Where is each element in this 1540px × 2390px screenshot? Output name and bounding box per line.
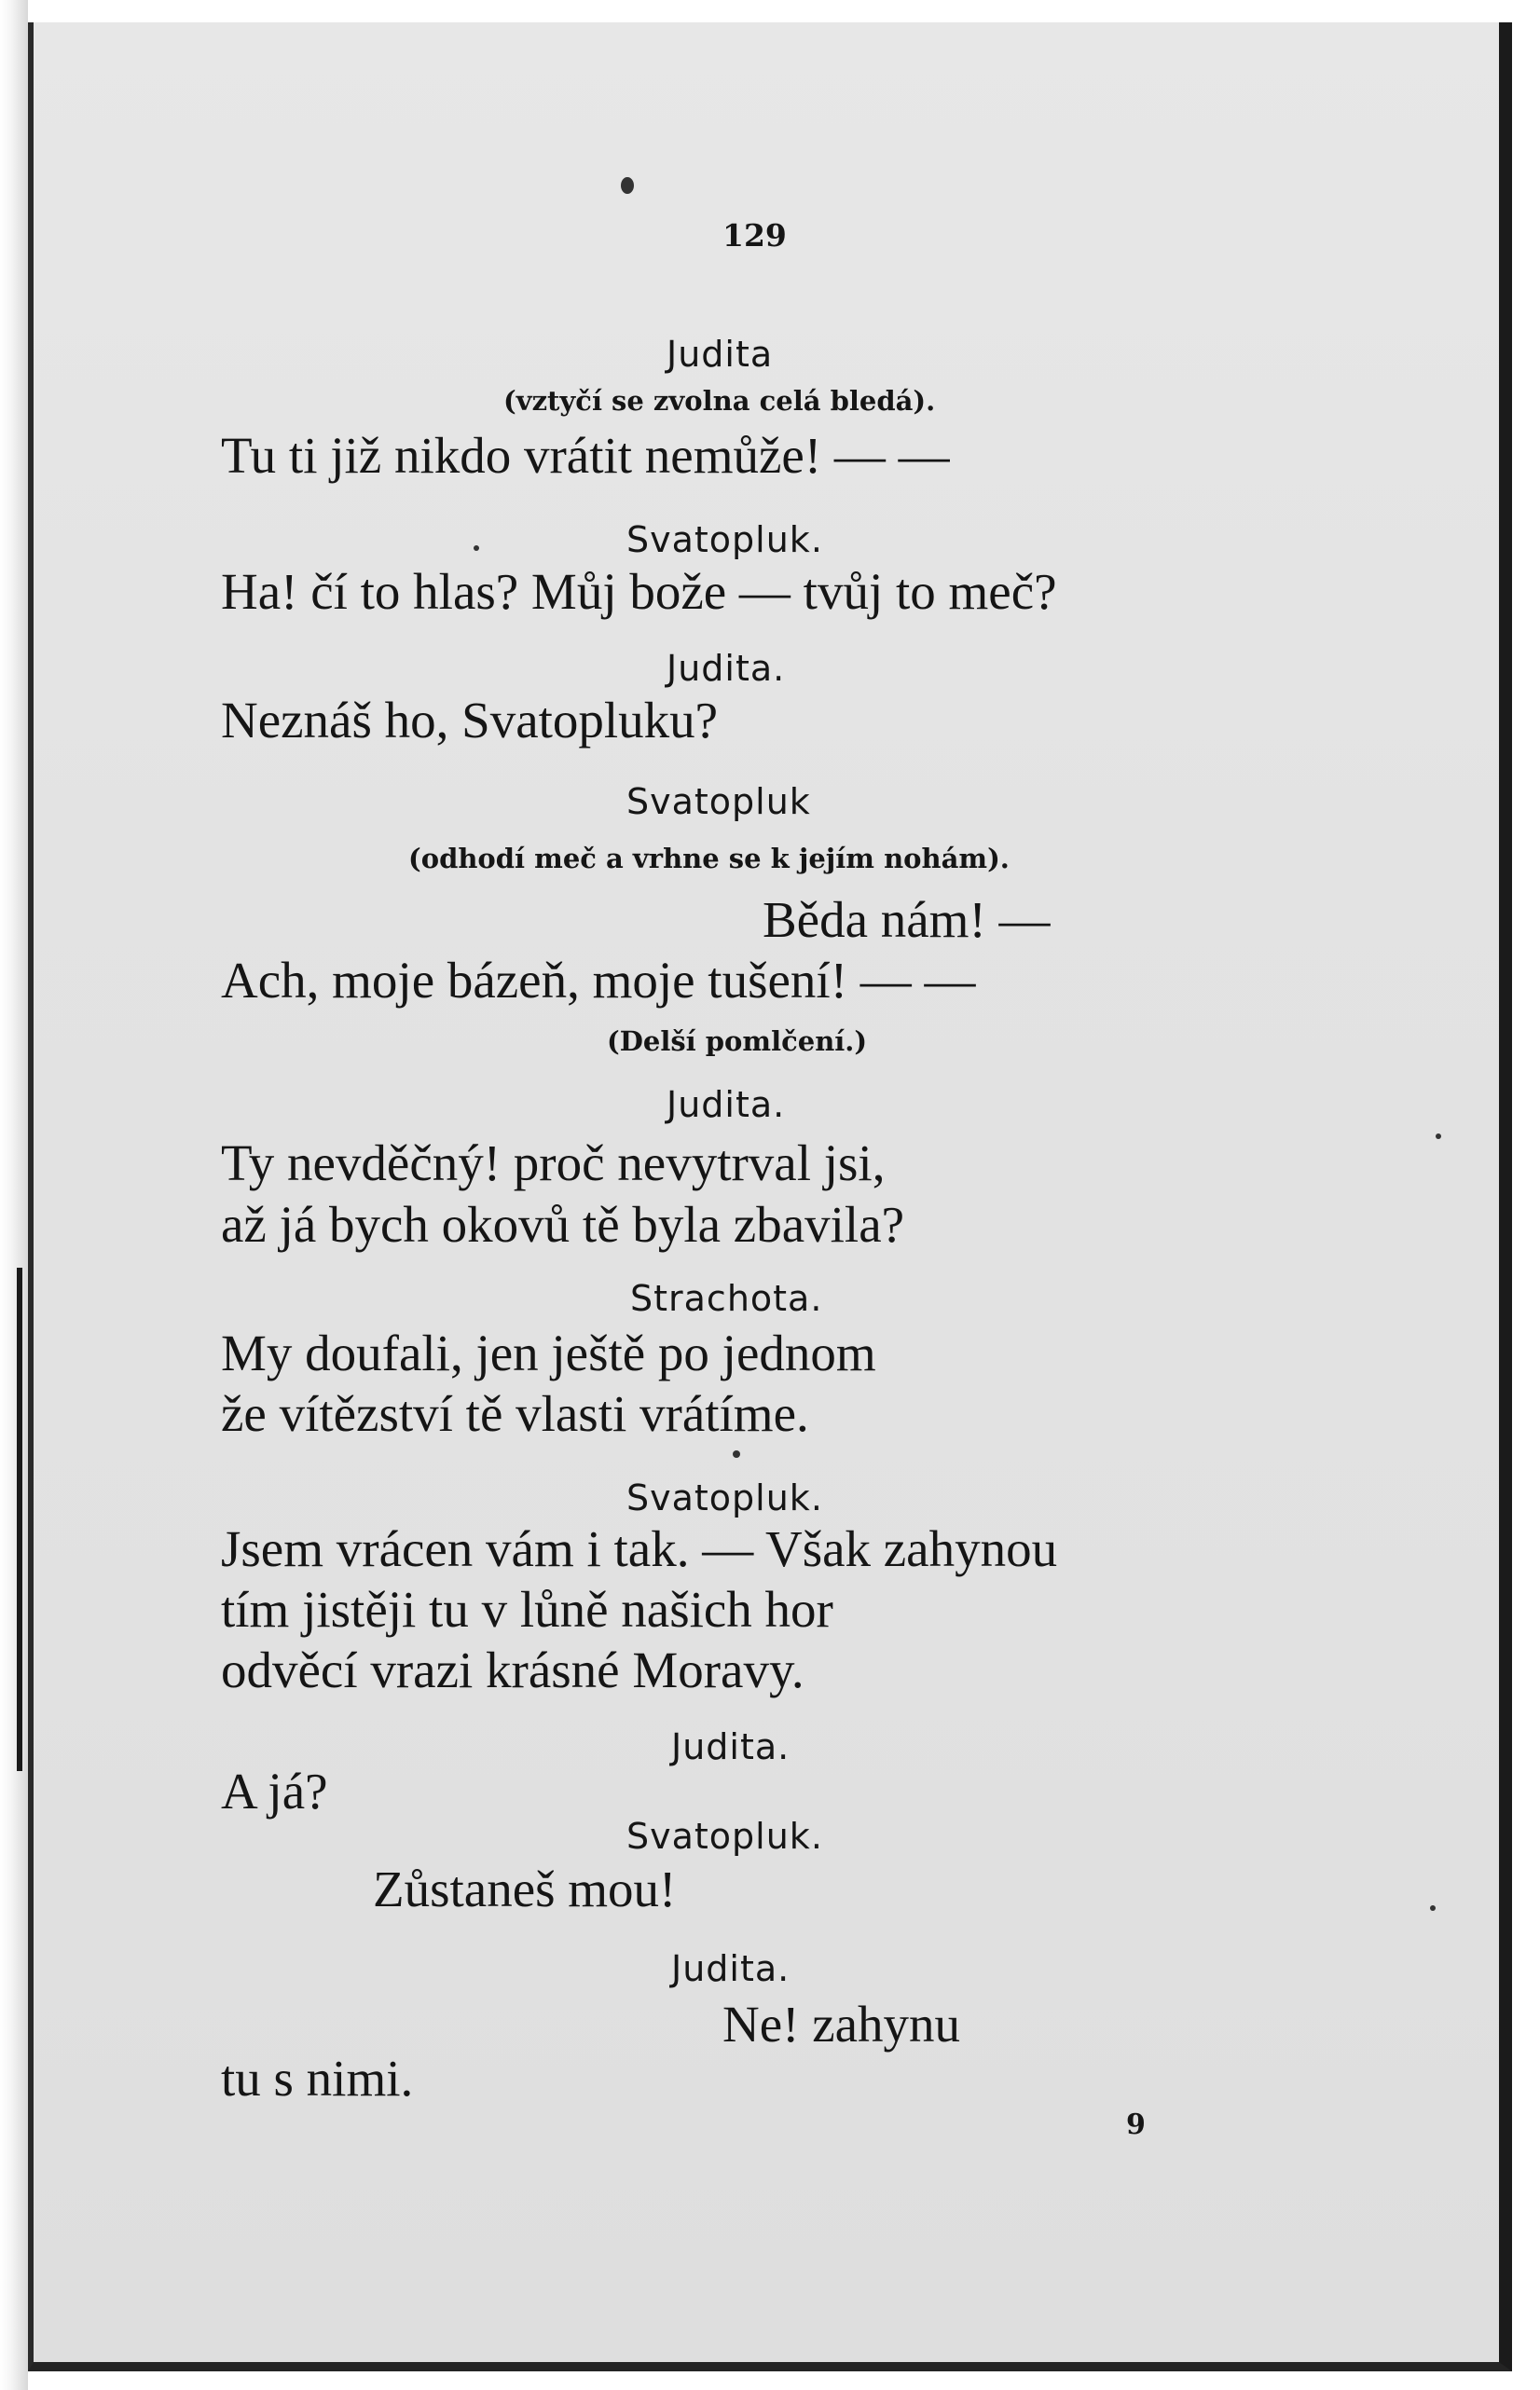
verse-line: Běda nám! — bbox=[763, 891, 1051, 948]
verse-line: Ha! čí to hlas? Můj bože — tvůj to meč? bbox=[221, 563, 1057, 620]
verse-line: Ne! zahynu bbox=[722, 1996, 961, 2053]
binding-shadow bbox=[17, 1268, 22, 1771]
ink-speck bbox=[621, 177, 634, 194]
stage-direction: (odhodí meč a vrhne se k jejím nohám). bbox=[408, 843, 1010, 874]
speaker-name: Judita. bbox=[667, 1084, 786, 1125]
stage-direction: (Delší pomlčení.) bbox=[607, 1025, 868, 1057]
verse-line: Tu ti již nikdo vrátit nemůže! — — bbox=[221, 427, 950, 484]
verse-line: tu s nimi. bbox=[221, 2050, 414, 2107]
speaker-name: Svatopluk. bbox=[626, 519, 823, 560]
verse-line: odvěcí vrazi krásné Moravy. bbox=[221, 1641, 804, 1698]
speaker-name: Svatopluk. bbox=[626, 1477, 823, 1518]
verse-line: A já? bbox=[221, 1763, 328, 1820]
signature-mark: 9 bbox=[1126, 2108, 1146, 2141]
verse-line: až já bych okovů tě byla zbavila? bbox=[221, 1196, 905, 1253]
speaker-name: Svatopluk bbox=[626, 781, 811, 822]
verse-line: Zůstaneš mou! bbox=[373, 1861, 677, 1917]
speaker-name: Judita. bbox=[667, 648, 786, 689]
ink-speck bbox=[1436, 1133, 1441, 1139]
page-edge-left bbox=[0, 0, 28, 2390]
verse-line: Ach, moje bázeň, moje tušení! — — bbox=[221, 952, 976, 1009]
ink-speck bbox=[474, 545, 479, 551]
verse-line: Jsem vrácen vám i tak. — Však zahynou bbox=[221, 1520, 1058, 1577]
verse-line: My doufali, jen ještě po jednom bbox=[221, 1325, 876, 1381]
speaker-name: Svatopluk. bbox=[626, 1816, 823, 1857]
verse-line: Ty nevděčný! proč nevytrval jsi, bbox=[221, 1134, 886, 1191]
verse-line: Neznáš ho, Svatopluku? bbox=[221, 692, 719, 749]
verse-line: že vítězství tě vlasti vrátíme. bbox=[221, 1385, 809, 1442]
speaker-name: Strachota. bbox=[630, 1278, 823, 1319]
speaker-name: Judita. bbox=[671, 1726, 791, 1767]
speaker-name: Judita bbox=[667, 334, 774, 375]
stage-direction: (vztyčí se zvolna celá bledá). bbox=[503, 385, 936, 417]
speaker-name: Judita. bbox=[671, 1948, 791, 1989]
verse-line: tím jistěji tu v lůně našich hor bbox=[221, 1581, 833, 1638]
ink-speck bbox=[733, 1450, 740, 1458]
page-number: 129 bbox=[722, 217, 787, 254]
ink-speck bbox=[1430, 1905, 1436, 1911]
